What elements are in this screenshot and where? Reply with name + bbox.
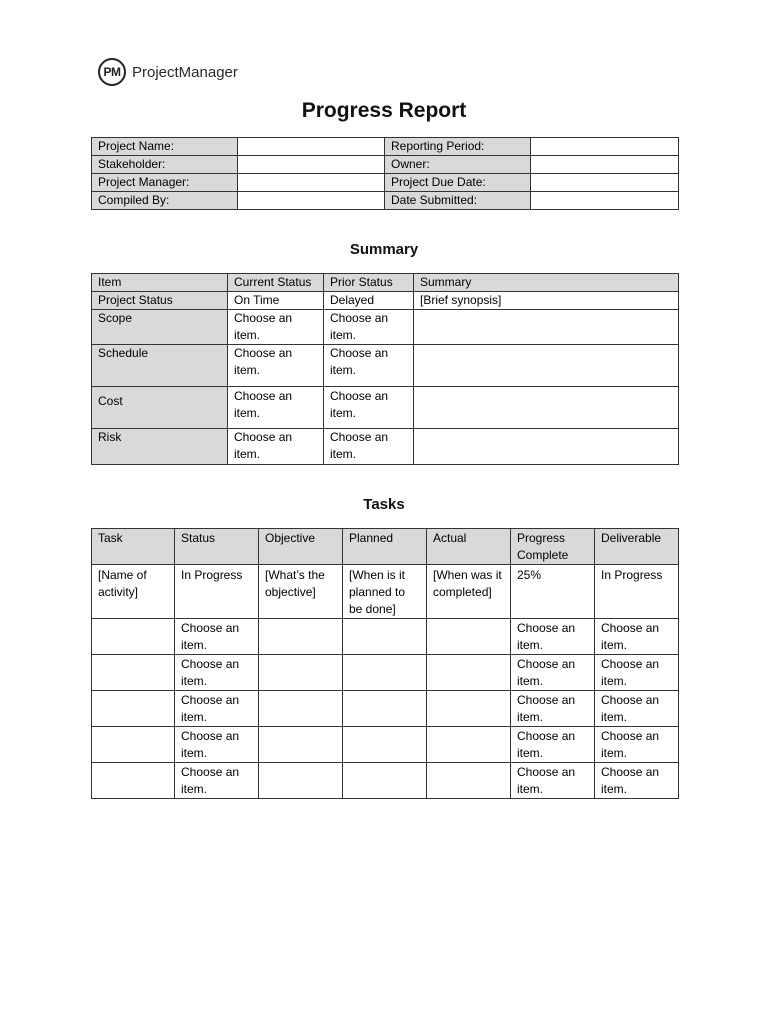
task-row bbox=[92, 727, 679, 763]
task-status-select[interactable]: Choose an item. bbox=[175, 655, 259, 691]
summary-item-label: Risk bbox=[92, 429, 228, 465]
task-progress-select[interactable]: Choose an item. bbox=[511, 727, 595, 763]
info-label: Reporting Period: bbox=[385, 138, 531, 156]
summary-text-field[interactable] bbox=[414, 345, 679, 387]
task-name-field[interactable] bbox=[92, 691, 175, 727]
task-actual-field[interactable] bbox=[427, 727, 511, 763]
summary-row bbox=[92, 387, 679, 429]
task-row bbox=[92, 655, 679, 691]
task-status-select[interactable]: Choose an item. bbox=[175, 763, 259, 799]
info-row bbox=[92, 174, 679, 192]
task-deliverable-select[interactable]: Choose an item. bbox=[595, 691, 679, 727]
info-label: Project Name: bbox=[92, 138, 238, 156]
info-value-field[interactable] bbox=[238, 192, 385, 210]
task-name-field[interactable] bbox=[92, 727, 175, 763]
task-status-select[interactable]: In Progress bbox=[175, 565, 259, 619]
summary-text-field[interactable] bbox=[414, 387, 679, 429]
info-row bbox=[92, 156, 679, 174]
summary-header-summary: Summary bbox=[414, 274, 679, 292]
logo-name: ProjectManager bbox=[132, 63, 238, 81]
task-planned-field[interactable] bbox=[343, 619, 427, 655]
task-deliverable-select[interactable]: Choose an item. bbox=[595, 655, 679, 691]
task-objective-field[interactable] bbox=[259, 655, 343, 691]
summary-header-row bbox=[92, 274, 679, 292]
pm-logo-mark: PM bbox=[98, 58, 126, 86]
tasks-header-status: Status bbox=[175, 529, 259, 565]
info-label: Compiled By: bbox=[92, 192, 238, 210]
summary-item-label: Project Status bbox=[92, 292, 228, 310]
page-title: Progress Report bbox=[301, 99, 467, 122]
task-planned-field[interactable]: [When is it planned to be done] bbox=[343, 565, 427, 619]
task-progress-select[interactable]: 25% bbox=[511, 565, 595, 619]
task-deliverable-select[interactable]: In Progress bbox=[595, 565, 679, 619]
task-name-field[interactable] bbox=[92, 655, 175, 691]
info-value-field[interactable] bbox=[531, 138, 679, 156]
summary-row bbox=[92, 310, 679, 345]
task-actual-field[interactable] bbox=[427, 691, 511, 727]
info-label: Date Submitted: bbox=[385, 192, 531, 210]
info-label: Stakeholder: bbox=[92, 156, 238, 174]
task-planned-field[interactable] bbox=[343, 763, 427, 799]
task-actual-field[interactable] bbox=[427, 655, 511, 691]
task-planned-field[interactable] bbox=[343, 727, 427, 763]
current-status-select[interactable]: Choose an item. bbox=[228, 345, 324, 387]
summary-heading: Summary bbox=[349, 241, 419, 258]
current-status-select[interactable]: Choose an item. bbox=[228, 429, 324, 465]
task-objective-field[interactable] bbox=[259, 727, 343, 763]
info-row bbox=[92, 192, 679, 210]
info-value-field[interactable] bbox=[238, 156, 385, 174]
task-deliverable-select[interactable]: Choose an item. bbox=[595, 727, 679, 763]
current-status-select[interactable]: On Time bbox=[228, 292, 324, 310]
tasks-header-task: Task bbox=[92, 529, 175, 565]
prior-status-select[interactable]: Choose an item. bbox=[324, 387, 414, 429]
task-deliverable-select[interactable]: Choose an item. bbox=[595, 763, 679, 799]
task-planned-field[interactable] bbox=[343, 655, 427, 691]
summary-row bbox=[92, 345, 679, 387]
summary-text-field[interactable] bbox=[414, 429, 679, 465]
info-value-field[interactable] bbox=[531, 174, 679, 192]
task-progress-select[interactable]: Choose an item. bbox=[511, 763, 595, 799]
tasks-table bbox=[91, 528, 679, 799]
task-planned-field[interactable] bbox=[343, 691, 427, 727]
task-name-field[interactable]: [Name of activity] bbox=[92, 565, 175, 619]
tasks-header-planned: Planned bbox=[343, 529, 427, 565]
info-value-field[interactable] bbox=[531, 156, 679, 174]
projectmanager-logo bbox=[98, 56, 238, 88]
info-label: Project Due Date: bbox=[385, 174, 531, 192]
task-actual-field[interactable]: [When was it completed] bbox=[427, 565, 511, 619]
task-progress-select[interactable]: Choose an item. bbox=[511, 691, 595, 727]
task-actual-field[interactable] bbox=[427, 763, 511, 799]
task-status-select[interactable]: Choose an item. bbox=[175, 727, 259, 763]
task-progress-select[interactable]: Choose an item. bbox=[511, 655, 595, 691]
summary-text-field[interactable]: [Brief synopsis] bbox=[414, 292, 679, 310]
task-actual-field[interactable] bbox=[427, 619, 511, 655]
summary-item-label: Schedule bbox=[92, 345, 228, 387]
tasks-header-actual: Actual bbox=[427, 529, 511, 565]
summary-header-prior: Prior Status bbox=[324, 274, 414, 292]
tasks-header-objective: Objective bbox=[259, 529, 343, 565]
info-value-field[interactable] bbox=[238, 174, 385, 192]
summary-row bbox=[92, 292, 679, 310]
prior-status-select[interactable]: Delayed bbox=[324, 292, 414, 310]
task-objective-field[interactable] bbox=[259, 763, 343, 799]
task-deliverable-select[interactable]: Choose an item. bbox=[595, 619, 679, 655]
task-objective-field[interactable] bbox=[259, 619, 343, 655]
tasks-header-progress: Progress Complete bbox=[511, 529, 595, 565]
summary-header-item: Item bbox=[92, 274, 228, 292]
current-status-select[interactable]: Choose an item. bbox=[228, 310, 324, 345]
summary-header-current: Current Status bbox=[228, 274, 324, 292]
task-progress-select[interactable]: Choose an item. bbox=[511, 619, 595, 655]
current-status-select[interactable]: Choose an item. bbox=[228, 387, 324, 429]
summary-table bbox=[91, 273, 679, 465]
summary-row bbox=[92, 429, 679, 465]
tasks-header-row bbox=[92, 529, 679, 565]
task-row bbox=[92, 763, 679, 799]
tasks-heading: Tasks bbox=[363, 496, 405, 513]
task-row bbox=[92, 619, 679, 655]
prior-status-select[interactable]: Choose an item. bbox=[324, 310, 414, 345]
prior-status-select[interactable]: Choose an item. bbox=[324, 345, 414, 387]
tasks-header-deliverable: Deliverable bbox=[595, 529, 679, 565]
task-status-select[interactable]: Choose an item. bbox=[175, 691, 259, 727]
task-row bbox=[92, 691, 679, 727]
prior-status-select[interactable]: Choose an item. bbox=[324, 429, 414, 465]
task-name-field[interactable] bbox=[92, 763, 175, 799]
info-value-field[interactable] bbox=[531, 192, 679, 210]
info-label: Project Manager: bbox=[92, 174, 238, 192]
task-objective-field[interactable] bbox=[259, 691, 343, 727]
info-row bbox=[92, 138, 679, 156]
summary-item-label: Cost bbox=[92, 387, 228, 429]
task-row bbox=[92, 565, 679, 619]
info-label: Owner: bbox=[385, 156, 531, 174]
project-info-table bbox=[91, 137, 679, 210]
task-name-field[interactable] bbox=[92, 619, 175, 655]
task-status-select[interactable]: Choose an item. bbox=[175, 619, 259, 655]
task-objective-field[interactable]: [What’s the objective] bbox=[259, 565, 343, 619]
info-value-field[interactable] bbox=[238, 138, 385, 156]
summary-item-label: Scope bbox=[92, 310, 228, 345]
summary-text-field[interactable] bbox=[414, 310, 679, 345]
